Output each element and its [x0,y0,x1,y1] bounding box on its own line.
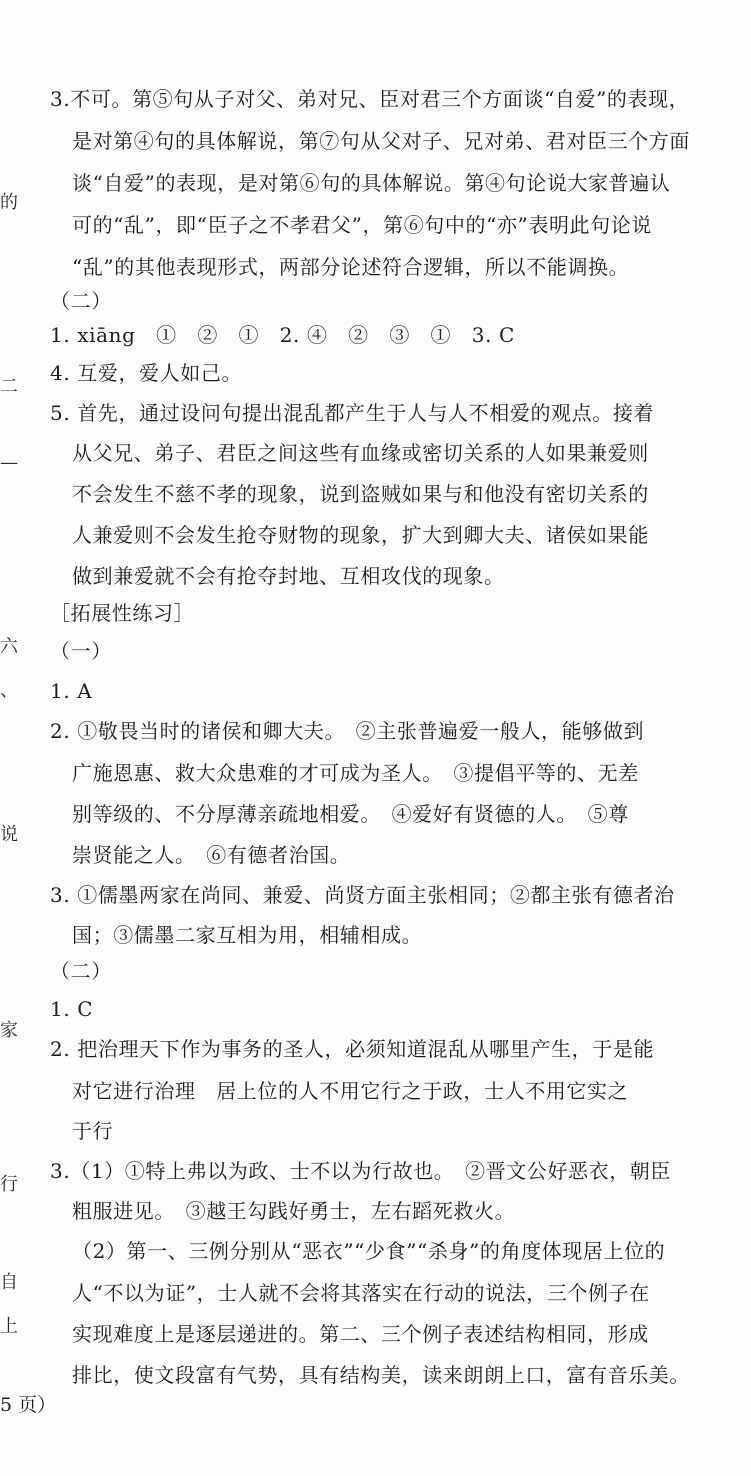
text-line: 1. C [50,997,94,1021]
text-line: 3.不可。第⑤句从子对父、弟对兄、臣对君三个方面谈“自爱”的表现， [50,87,690,111]
margin-char: 、 [0,680,18,701]
text-line: 可的“乱”，即“臣子之不孝君父”，第⑥句中的“亦”表明此句论说 [72,213,652,237]
section-heading: ［拓展性练习］ [50,601,195,625]
page-number: 5 页） [0,1394,57,1416]
text-line: 3.（1）①特上弗以为政、士不以为行故也。 ②晋文公好恶衣，朝臣 [50,1159,672,1183]
margin-char: — [0,452,18,473]
text-line: 国；③儒墨二家互相为用，相辅相成。 [72,923,423,947]
text-line: 于行 [72,1119,114,1143]
text-line: 对它进行治理 居上位的人不用它行之于政，士人不用它实之 [72,1079,629,1103]
text-line: “乱”的其他表现形式，两部分论述符合逻辑，所以不能调换。 [72,255,630,279]
text-line: 1. xiāng ① ② ① 2. ④ ② ③ ① 3. C [50,323,515,347]
margin-char: 自 [0,1272,18,1293]
section-heading: （二） [50,959,112,983]
text-line: 不会发生不慈不孝的现象，说到盗贼如果与和他没有密切关系的 [72,482,649,506]
text-line: 崇贤能之人。 ⑥有德者治国。 [72,843,351,867]
text-line: 做到兼爱就不会有抢夺封地、互相攻伐的现象。 [72,564,505,588]
text-line: 4. 互爱，爱人如己。 [50,361,243,385]
text-line: 1. A [50,679,93,703]
text-line: 5. 首先，通过设问句提出混乱都产生于人与人不相爱的观点。接着 [50,401,655,425]
margin-char: 行 [0,1174,18,1195]
section-heading: （一） [50,639,112,663]
text-line: 人“不以为证”，士人就不会将其落实在行动的说法，三个例子在 [72,1281,650,1305]
margin-char: 六 [0,636,18,657]
text-line: 谈“自爱”的表现，是对第⑥句的具体解说。第④句论说大家普遍认 [72,171,671,195]
margin-char: 家 [0,1020,18,1041]
text-line: 是对第④句的具体解说，第⑦句从父对子、兄对弟、君对臣三个方面 [72,129,690,153]
text-line: （2）第一、三例分别从“恶衣”“少食”“杀身”的角度体现居上位的 [72,1239,666,1263]
text-line: 人兼爱则不会发生抢夺财物的现象，扩大到卿大夫、诸侯如果能 [72,523,649,547]
margin-char: 说 [0,824,18,845]
text-line: 粗服进见。 ③越王勾践好勇士，左右蹈死救火。 [72,1199,516,1223]
margin-char: 上 [0,1316,18,1337]
text-line: 广施恩惠、救大众患难的才可成为圣人。 ③提倡平等的、无差 [72,761,639,785]
text-line: 2. ①敬畏当时的诸侯和卿大夫。 ②主张普遍爱一般人，能够做到 [50,719,645,743]
section-heading: （二） [50,289,112,313]
text-line: 排比，使文段富有气势，具有结构美，读来朗朗上口，富有音乐美。 [72,1363,690,1387]
margin-char: 二 [0,376,18,397]
text-line: 3. ①儒墨两家在尚同、兼爱、尚贤方面主张相同；②都主张有德者治 [50,883,675,907]
margin-char: 的 [0,192,18,213]
text-line: 别等级的、不分厚薄亲疏地相爱。 ④爱好有贤德的人。 ⑤尊 [72,802,629,826]
text-line: 从父兄、弟子、君臣之间这些有血缘或密切关系的人如果兼爱则 [72,441,649,465]
text-line: 实现难度上是逐层递进的。第二、三个例子表述结构相同，形成 [72,1322,649,1346]
text-line: 2. 把治理天下作为事务的圣人，必须知道混乱从哪里产生，于是能 [50,1037,655,1061]
